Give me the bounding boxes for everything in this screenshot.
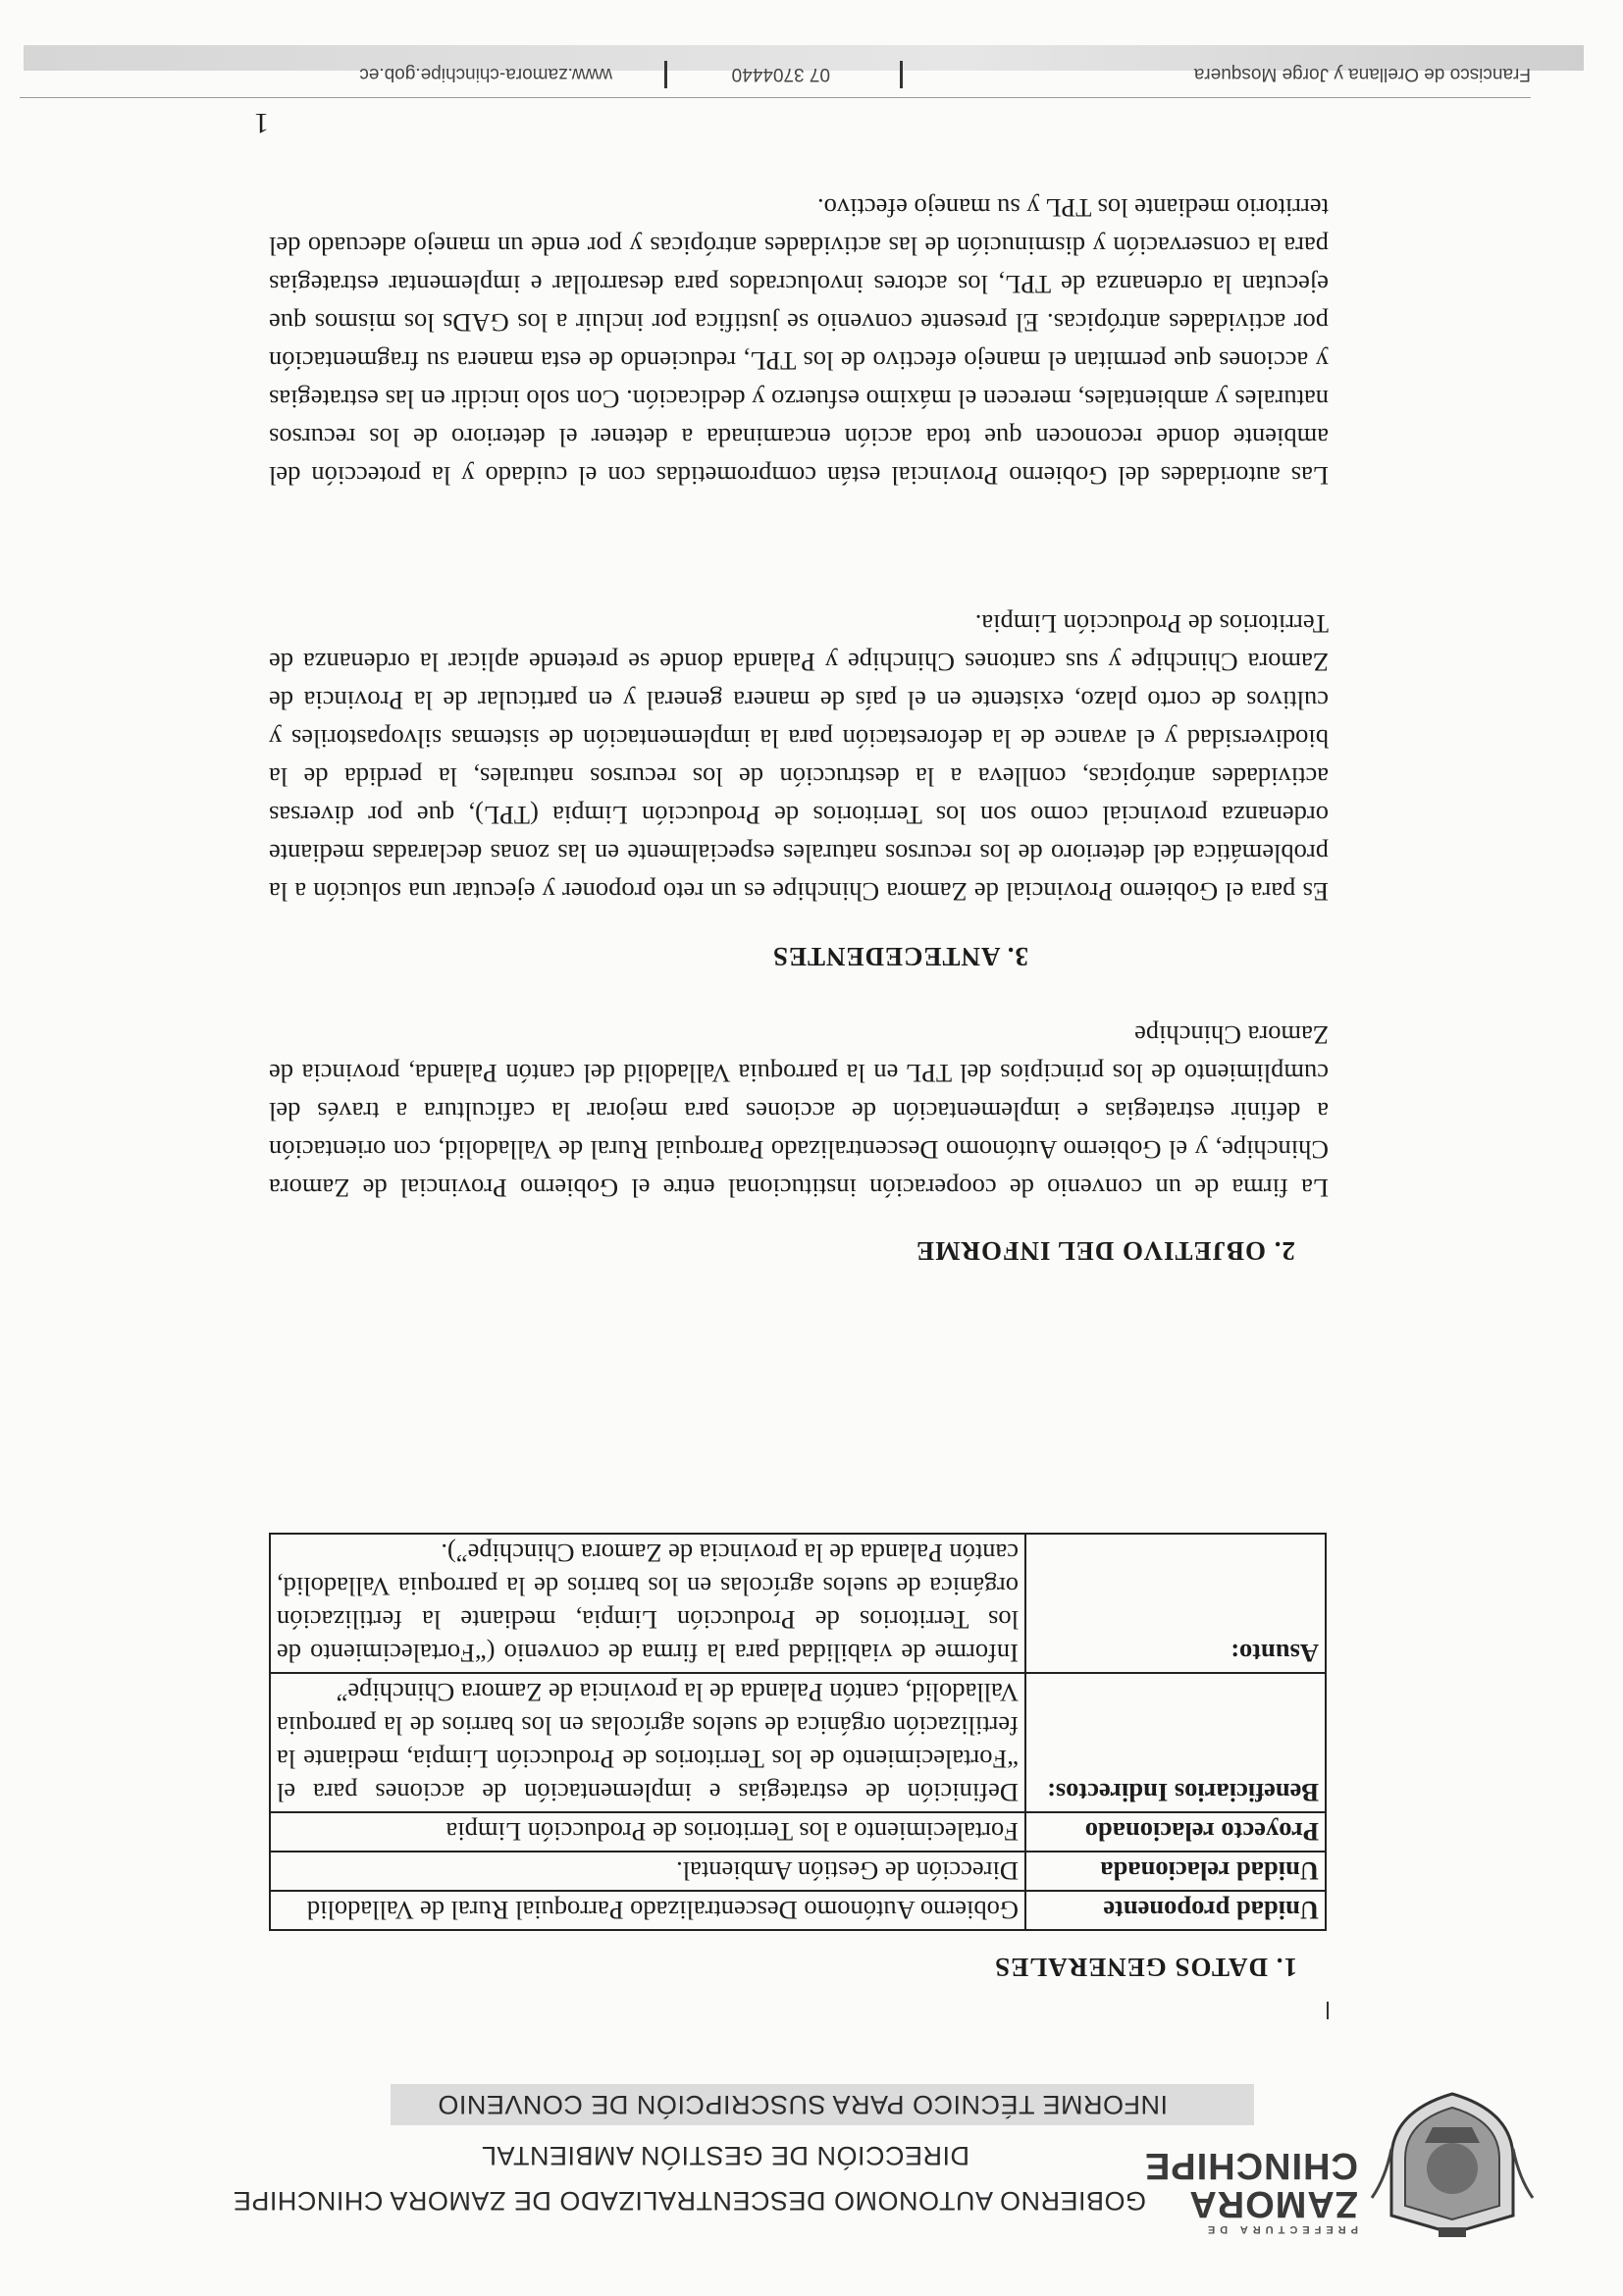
general-data-table bbox=[269, 1533, 1327, 1931]
header-institution: GOBIERNO AUTONOMO DESCENTRALIZADO DE ZAMORA CHINCHIPE bbox=[233, 2186, 1146, 2216]
section-3-paragraph-2: Las autoridades del Gobierno Provincial están comprometidas con el cuidado y la protección del ambiente donde reconocen que toda acción encaminada a detener el deterioro de los recursos naturales y ambientales, merecen el máximo esfuerzo y dedicación. Con solo incidir en las estrategias y acciones que permitan el manejo efectivo de los TPL, reduciendo de esta manera su fragmentación por actividades antrópicas. El presente convenio se justifica por incluir a los GADs los mismos que ejecutan la ordenanza de TPL, los actores involucrados para desarrollar e implementar estrategias para la conservación y disminución de las actividades antrópicas y por ende un manejo adecuado del territorio mediante los TPL y su manejo efectivo. bbox=[269, 193, 1329, 491]
section-2-paragraph: La firma de un convenio de cooperación institucional entre el Gobierno Provincial de Zamora Chinchipe, y el Gobierno Autónomo Descentralizado Parroquial Rural de Valladolid, con orientación a definir estrategias e implementación de acciones para mejorar la caficultura a través del cumplimiento de los principios del TPL en la parroquia Valladolid del cantón Palanda, provincia de Zamora Chinchipe bbox=[269, 1020, 1329, 1203]
row-value: Dirección de Gestión Ambiental. bbox=[270, 1852, 1025, 1891]
footer-separator bbox=[664, 61, 667, 88]
footer-website: www.zamora-chinchipe.gob.ec bbox=[359, 64, 612, 84]
brand-name-line2: CHINCHIPE bbox=[1143, 2145, 1358, 2186]
header-report-title: INFORME TÉCNICO PARA SUSCRIPCIÓN DE CONVENIO bbox=[391, 2084, 1254, 2125]
prefectura-coat-of-arms-logo bbox=[1366, 2090, 1539, 2237]
footer-separator bbox=[900, 61, 903, 88]
footer-divider bbox=[20, 97, 1531, 98]
row-label: Beneficiarios Indirectos: bbox=[1025, 1673, 1326, 1812]
section-1-title: 1. DATOS GENERALES bbox=[994, 1953, 1297, 1982]
section-2-title: 2. OBJETIVO DEL INFORME bbox=[915, 1236, 1295, 1266]
section-3-title: 3. ANTECEDENTES bbox=[771, 942, 1028, 971]
brand-name-line1: ZAMORA bbox=[1188, 2183, 1358, 2224]
page-number: 1 bbox=[254, 107, 269, 139]
header-department: DIRECCIÓN DE GESTIÓN AMBIENTAL bbox=[481, 2141, 969, 2170]
row-label: Proyecto relacionado bbox=[1025, 1812, 1326, 1852]
brand-prefix: PREFECTURA DE bbox=[1202, 2223, 1358, 2235]
prefectura-brand bbox=[1143, 2145, 1358, 2235]
row-label: Asunto: bbox=[1025, 1534, 1326, 1673]
row-label: Unidad relacionada bbox=[1025, 1852, 1326, 1891]
table-row bbox=[270, 1852, 1326, 1891]
row-value: Gobierno Autónomo Descentralizado Parroquial Rural de Valladolid bbox=[270, 1891, 1025, 1930]
table-row bbox=[270, 1812, 1326, 1852]
row-value: Fortalecimiento a los Territorios de Producción Limpia bbox=[270, 1812, 1025, 1852]
footer-phone: 07 3704440 bbox=[731, 64, 830, 84]
table-row bbox=[270, 1534, 1326, 1673]
margin-tick bbox=[1327, 2002, 1329, 2019]
row-value: Informe de viabilidad para la firma de convenio (“Fortalecimiento de los Territorios de Producción Limpia, mediante la fertilización orgánica de suelos agrícolas en los barrios de la parroquia Valladolid, cantón Palanda de la provincia de Zamora Chinchipe”). bbox=[270, 1534, 1025, 1673]
footer-address: Francisco de Orellana y Jorge Mosquera bbox=[1193, 64, 1531, 84]
section-3-paragraph-1: Es para el Gobierno Provincial de Zamora Chinchipe es un reto proponer y ejecutar una solución a la problemática del deterioro de los recursos naturales especialmente en las zonas declaradas mediante ordenanza provincial como son los Territorios de Producción Limpia (TPL), que por diversas actividades antrópicas, conlleva a la destrucción de los recursos naturales, la perdida de la biodiversidad y el avance de la deforestación para la implementación de sistemas silvopastoriles y cultivos de corto plazo, existente en el país de manera general y en particular de la Provincia de Zamora Chinchipe y sus cantones Chinchipe y Palanda donde se pretende aplicar la ordenanza de Territorios de Producción Limpia. bbox=[269, 609, 1329, 907]
row-label: Unidad proponente bbox=[1025, 1891, 1326, 1930]
table-row bbox=[270, 1891, 1326, 1930]
table-row bbox=[270, 1673, 1326, 1812]
row-value: Definición de estrategias e implementación de acciones para el “Fortalecimiento de los Territorios de Producción Limpia, mediante la fertilización orgánica de suelos agrícolas en los barrios de la parroquia Valladolid, cantón Palanda de la provincia de Zamora Chinchipe” bbox=[270, 1673, 1025, 1812]
